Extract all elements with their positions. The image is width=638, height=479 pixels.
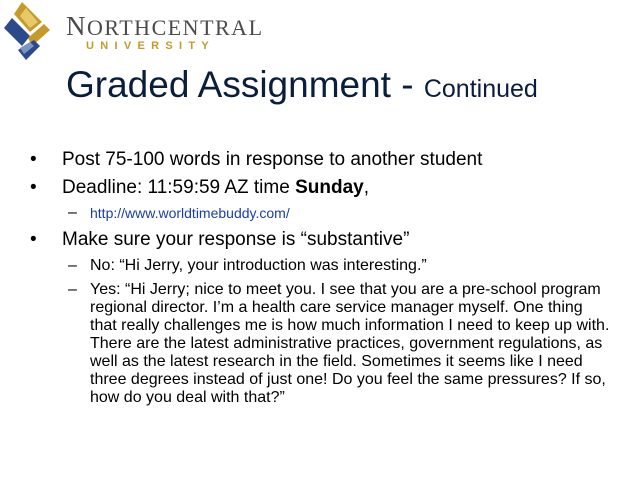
bullet-item: [30, 228, 410, 252]
no-example-text: No: “Hi Jerry, your introduction was interesting.”: [90, 257, 427, 274]
bullet-bold-text: Sunday: [295, 177, 364, 198]
dash-icon: –: [68, 257, 77, 274]
worldtimebuddy-link[interactable]: http://www.worldtimebuddy.com/: [90, 205, 290, 221]
bullet-text: Make sure your response is “substantive”: [62, 229, 410, 250]
dash-icon: –: [68, 204, 77, 221]
university-logo: [0, 0, 264, 64]
logo-initial: N: [66, 11, 87, 41]
bullet-text: Deadline: 11:59:59 AZ time: [62, 177, 296, 198]
logo-subtitle: UNIVERSITY: [86, 40, 216, 52]
bullet-item: [30, 148, 483, 172]
bullet-text: Post 75-100 words in response to another student: [62, 149, 483, 170]
title-continued: Continued: [423, 75, 538, 103]
bullet-icon: •: [30, 177, 37, 198]
sub-bullet-item: [68, 204, 610, 223]
logo-name: [66, 11, 264, 42]
logo-mark-icon: [0, 0, 54, 64]
logo-name-rest: ORTHCENTRAL: [87, 15, 264, 40]
dash-icon: –: [68, 281, 77, 298]
title-main: Graded Assignment -: [66, 64, 424, 105]
slide-title: [66, 64, 538, 106]
sub-bullet-item: [68, 257, 610, 275]
bullet-icon: •: [30, 229, 37, 250]
bullet-text-suffix: ,: [363, 177, 369, 198]
yes-example-text: Yes: “Hi Jerry; nice to meet you. I see that you are a pre-school program regional director. I’m a health care service manager myself. One thing that really challenges me is how much information I need to keep up with. There are the latest administrative practices, government regulations, as well as the latest research in the field. Sometimes it seems like I need three degrees instead of just one! Do you feel the same pressures? If so, how do you deal with that?”: [90, 281, 610, 406]
bullet-item: [30, 176, 369, 200]
sub-bullet-item: [68, 281, 610, 407]
bullet-icon: •: [30, 149, 37, 170]
